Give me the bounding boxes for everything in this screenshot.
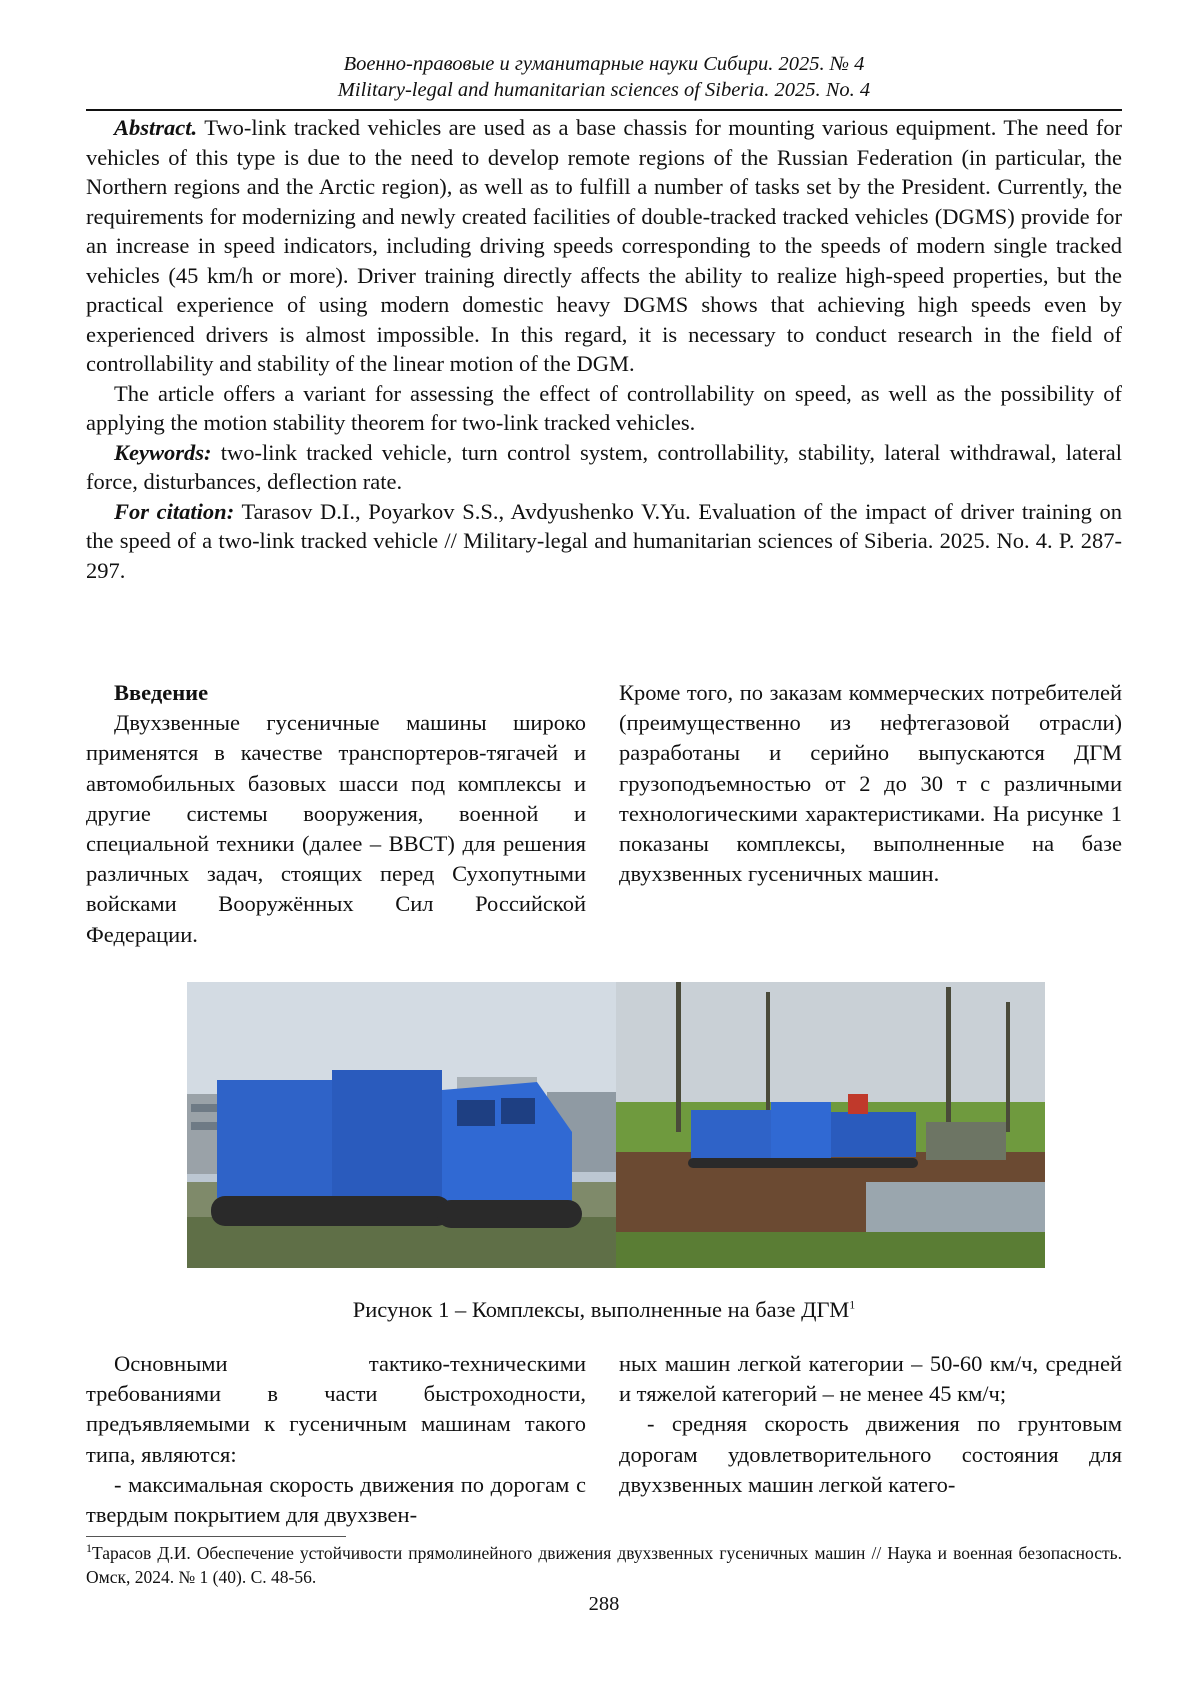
intro-heading: Введение: [114, 680, 209, 705]
intro-right-paragraph: Кроме того, по заказам коммерческих потребителей (преимущественно из нефтегазовой отрасли) разработаны и серийно выпускаются ДГМ грузоподъемностью от 2 до 30 т с различными технологическими характеристиками. На рисунке 1 показаны комплексы, выполненные на базе двухзвенных гусеничных машин.: [619, 680, 1122, 887]
body-right-paragraph-2: - средняя скорость движения по грунтовым дорогам удовлетворительного состояния для двухзвенных машин легкой катего-: [619, 1411, 1122, 1497]
abstract-paragraph-2: The article offers a variant for assessing the effect of controllability on speed, as well as the possibility of applying the motion stability theorem for two-link tracked vehicles.: [86, 380, 1122, 435]
body-right-paragraph-1: ных машин легкой категории – 50-60 км/ч, средней и тяжелой категорий – не менее 45 км/ч;: [619, 1351, 1122, 1407]
header-rule: [86, 109, 1122, 111]
figure-caption-footnote-ref: 1: [849, 1297, 856, 1312]
citation-paragraph: [86, 497, 1122, 586]
header-line-en: Military-legal and humanitarian sciences of Siberia. 2025. No. 4: [337, 79, 871, 101]
intro-left-column: [86, 678, 586, 950]
page-number: 288: [588, 1593, 620, 1615]
figure-1-photos: [187, 982, 1045, 1268]
body-left-column: [86, 1349, 586, 1530]
footnote-marker: 1: [86, 1541, 92, 1556]
abstract-label: Abstract.: [114, 115, 198, 140]
abstract-paragraph: [86, 113, 1122, 379]
abstract-section: [86, 113, 1122, 585]
header-line-ru: Военно-правовые и гуманитарные науки Сибири. 2025. № 4: [343, 53, 865, 75]
photo-vehicles-in-tundra: [616, 982, 1045, 1268]
keywords-paragraph: [86, 438, 1122, 497]
footnote: [86, 1541, 1122, 1589]
body-left-paragraph-2: - максимальная скорость движения по дорогам с твердым покрытием для двухзвен-: [86, 1471, 586, 1528]
photo-blue-tracked-vehicle: [187, 982, 616, 1268]
intro-left-paragraph: Двухзвенные гусеничные машины широко применятся в качестве транспортеров-тягачей и автомобильных базовых шасси под комплексы и другие системы вооружения, военной и специальной техники (далее – ВВСТ) для решения различных задач, стоящих перед Сухопутными войсками Вооружённых Сил Российской Федерации.: [86, 710, 586, 947]
citation-label: For citation:: [114, 498, 235, 524]
keywords-text: two-link tracked vehicle, turn control system, controllability, stability, lateral withdrawal, lateral force, disturbances, deflection rate.: [86, 439, 1122, 494]
footnote-text: Тарасов Д.И. Обеспечение устойчивости прямолинейного движения двухзвенных гусеничных машин // Наука и военная безопасность. Омск, 2024. № 1 (40). С. 48-56.: [86, 1543, 1122, 1587]
figure-caption: [86, 1296, 1122, 1324]
journal-header: [86, 51, 1122, 103]
intro-right-column: [619, 678, 1122, 889]
keywords-label: Keywords:: [114, 439, 212, 465]
citation-text: Tarasov D.I., Poyarkov S.S., Avdyushenko V.Yu. Evaluation of the impact of driver training on the speed of a two-link tracked vehicle // Military-legal and humanitarian sciences of Siberia. 2025. No. 4. P. 287-297.: [86, 498, 1122, 583]
figure-caption-text: Рисунок 1 – Комплексы, выполненные на базе ДГМ: [352, 1297, 850, 1322]
body-left-paragraph-1: Основными тактико-техническими требованиями в части быстроходности, предъявляемыми к гусеничным машинам такого типа, являются:: [86, 1351, 586, 1467]
footnote-rule: [86, 1536, 346, 1537]
abstract-text: Two-link tracked vehicles are used as a base chassis for mounting various equipment. The need for vehicles of this type is due to the need to develop remote regions of the Russian Federation (in particular, the Northern regions and the Arctic region), as well as to fulfill a number of tasks set by the President. Currently, the requirements for modernizing and newly created facilities of double-tracked tracked vehicles (DGMS) provide for an increase in speed indicators, including driving speeds corresponding to the speeds of modern single tracked vehicles (45 km/h or more). Driver training directly affects the ability to realize high-speed properties, but the practical experience of using modern domestic heavy DGMS shows that achieving high speeds even by experienced drivers is almost impossible. In this regard, it is necessary to conduct research in the field of controllability and stability of the linear motion of the DGM.: [86, 115, 1122, 376]
body-right-column: [619, 1349, 1122, 1500]
